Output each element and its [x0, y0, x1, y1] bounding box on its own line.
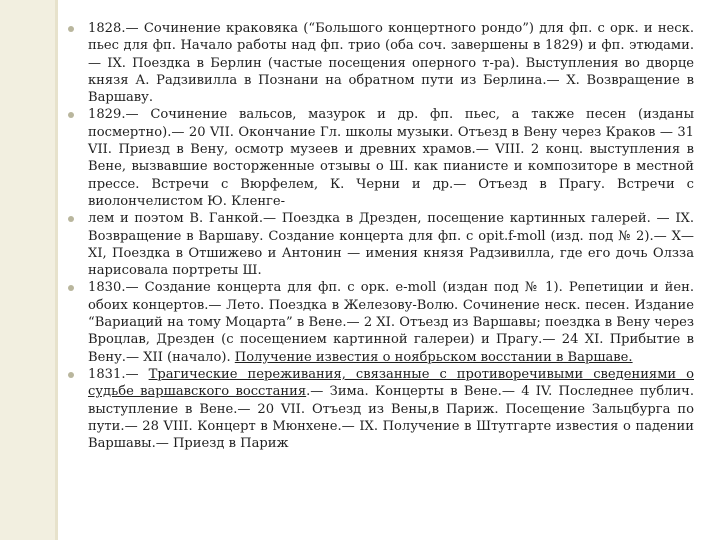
item-text: — Сочинение вальсов, мазурок и др. фп. пьес, а также песен (изданы посмертно).— 20 VII. Окончание Гл. школы музыки. Отъезд в Вену через Краков — 31 VII. Приезд в Вену, осмотр музеев и древних храмов.— VIII. 2 конц. выступления в Вене, вызвавшие восторженные отзывы о Ш. как пианисте и композиторе в местной прессе. Встречи с Вюрфелем, К. Черни и др.— Отъезд в Прагу. Встречи с виолончелистом Ю. Кленге-: [88, 107, 694, 209]
bullet-icon: [68, 372, 74, 378]
item-text: — Сочинение краковяка (“Большого концертного рондо”) для фп. с орк. и неск. пьес для фп. Начало работы над фп. трио (оба соч. завершены в 1829) и фп. этюдами.— IX. Поездка в Берлин (частые посещения оперного т-ра). Выступления во дворце князя А. Радзивилла в Познани на обратном пути из Берлина.— X. Возвращение в Варшаву.: [88, 21, 694, 106]
list-item-1828: [68, 20, 694, 106]
year-label: 1829.: [88, 107, 126, 123]
bullet-icon: [68, 112, 74, 118]
list-item-1829: [68, 106, 694, 210]
bullet-icon: [68, 26, 74, 32]
item-underlined-text: Получение известия о ноябрьском восстании в Варшаве.: [234, 349, 633, 365]
item-text: .— Зима. Концерты в Вене.— 4 IV. Последнее публич. выступление в Вене.— 20 VII. Отъезд из Вены,в Париж. Посещение Зальцбурга по пути.— 28 VIII. Концерт в Мюнхене.— IX. Получение в Штутгарте известия о падении Варшавы.— Приезд в Париж: [88, 384, 694, 452]
list-item-1830: [68, 279, 694, 365]
bullet-icon: [68, 285, 74, 291]
item-underlined-text: Трагические переживания, связанные с противоречивыми сведениями о судьбе варшавского восстания: [88, 366, 694, 400]
left-band-edge: [55, 0, 58, 540]
document-body: [68, 20, 694, 452]
item-pre-text: —: [125, 366, 149, 382]
left-decorative-band: [0, 0, 55, 540]
list-item-continuation: [68, 210, 694, 279]
list-item-1831: [68, 366, 694, 452]
item-text: — Создание концерта для фп. с орк. e-moll (издан под № 1). Репетиции и йен. обоих концертов.— Лето. Поездка в Железову-Волю. Сочинение неск. песен. Издание “Вариаций на тому Моцарта” в Вене.— 2 XI. Отъезд из Варшавы; поездка в Вену через Вроцлав, Дрезден (с посещением картинной галереи) и Прагу.— 24 XI. Прибытие в Вену.— XII (начало).: [88, 280, 694, 365]
item-text: лем и поэтом В. Ганкой.— Поездка в Дрезден, посещение картинных галерей. — IX. Возвращение в Варшаву. Создание концерта для фп. с opit.f-moll (изд. под № 2).— X—XI, Поездка в Отшижево и Антонин — имения князя Радзивилла, где его дочь Олзза нарисовала портреты Ш.: [88, 211, 694, 279]
year-label: 1831.: [88, 366, 126, 382]
bullet-icon: [68, 216, 74, 222]
year-label: 1830.: [88, 280, 126, 296]
year-label: 1828.: [88, 21, 126, 36]
